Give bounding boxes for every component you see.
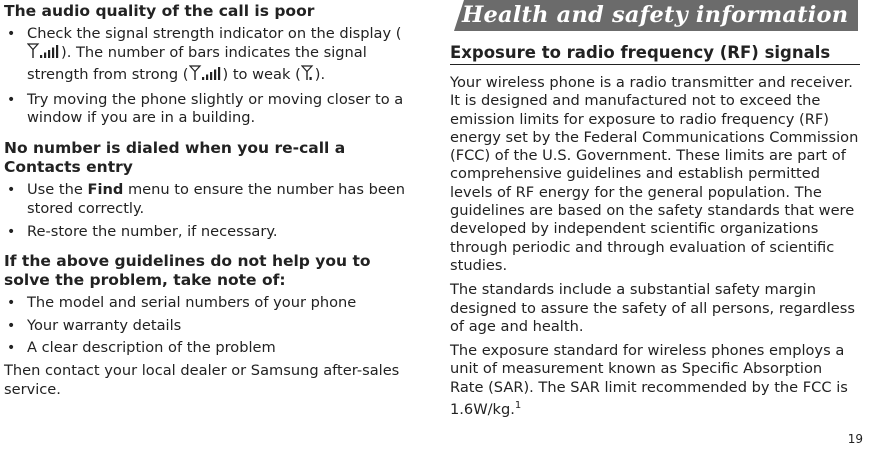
subheading-block (450, 43, 860, 65)
list-item: • A clear description of the problem (4, 339, 412, 357)
paragraph-rf-1: Your wireless phone is a radio transmitter and receiver. It is designed and manufactured not to exceed the emission limits for exposure to radio frequency (RF) energy set by the Federal Communications Commission (FCC) of the U.S. Government. These limits are part of comprehensive guidelines and establish permitted levels of RF energy for the general population. The guidelines are based on the safety standards that were developed by independent scientific organizations through periodic and through evaluation of scientific studies. (450, 74, 859, 274)
banner-title: Health and safety information (462, 2, 849, 28)
paragraph-rf-2: The standards include a substantial safety margin designed to assure the safety of all persons, regardless of age and health. (450, 281, 855, 335)
list-item: • Try moving the phone slightly or moving closer to a window if you are in a building. (4, 91, 412, 128)
list-item: • The model and serial numbers of your phone (4, 294, 412, 312)
page-number: 19 (847, 432, 863, 446)
right-column (450, 43, 860, 419)
list-item (4, 181, 412, 218)
paragraph-rf-3 (450, 342, 860, 419)
heading-no-number-dialed: No number is dialed when you re-call a Contacts entry (4, 139, 346, 177)
list-item: • Re-store the number, if necessary. (4, 223, 412, 241)
heading-take-note: If the above guidelines do not help you to solve the problem, take note of: (4, 252, 371, 290)
list-item-text: Use the (27, 181, 88, 199)
footnote-marker: 1 (514, 400, 522, 412)
list-item: • Your warranty details (4, 317, 412, 335)
paragraph-text: The exposure standard for wireless phones employs a unit of measurement known as Specific Absorption Rate (SAR). The SAR limit recommended by the FCC is 1.6W/kg. (450, 342, 848, 418)
signal-strength-full-icon (189, 65, 223, 86)
closing-paragraph: Then contact your local dealer or Samsung after-sales service. (4, 362, 400, 398)
list-item-text: ) to weak ( (222, 65, 301, 83)
list-item-text: Check the signal strength indicator on the display ( (27, 25, 402, 42)
left-column (4, 0, 412, 399)
signal-strength-full-icon (27, 43, 61, 64)
no-number-list (4, 181, 412, 241)
find-menu-name: Find (87, 181, 124, 199)
audio-quality-list (4, 25, 412, 127)
list-item-text: menu to ensure the number has been stored correctly. (27, 181, 406, 217)
list-item-text: ). (314, 65, 326, 83)
subheading-rf-exposure: Exposure to radio frequency (RF) signals (450, 43, 831, 62)
heading-audio-quality: The audio quality of the call is poor (4, 2, 315, 20)
list-item (4, 25, 412, 86)
signal-strength-weak-icon (301, 65, 315, 86)
list-item-text: ). The number of bars indicates the signal strength from strong ( (27, 44, 367, 83)
take-note-list (4, 294, 412, 357)
section-banner (450, 0, 858, 31)
